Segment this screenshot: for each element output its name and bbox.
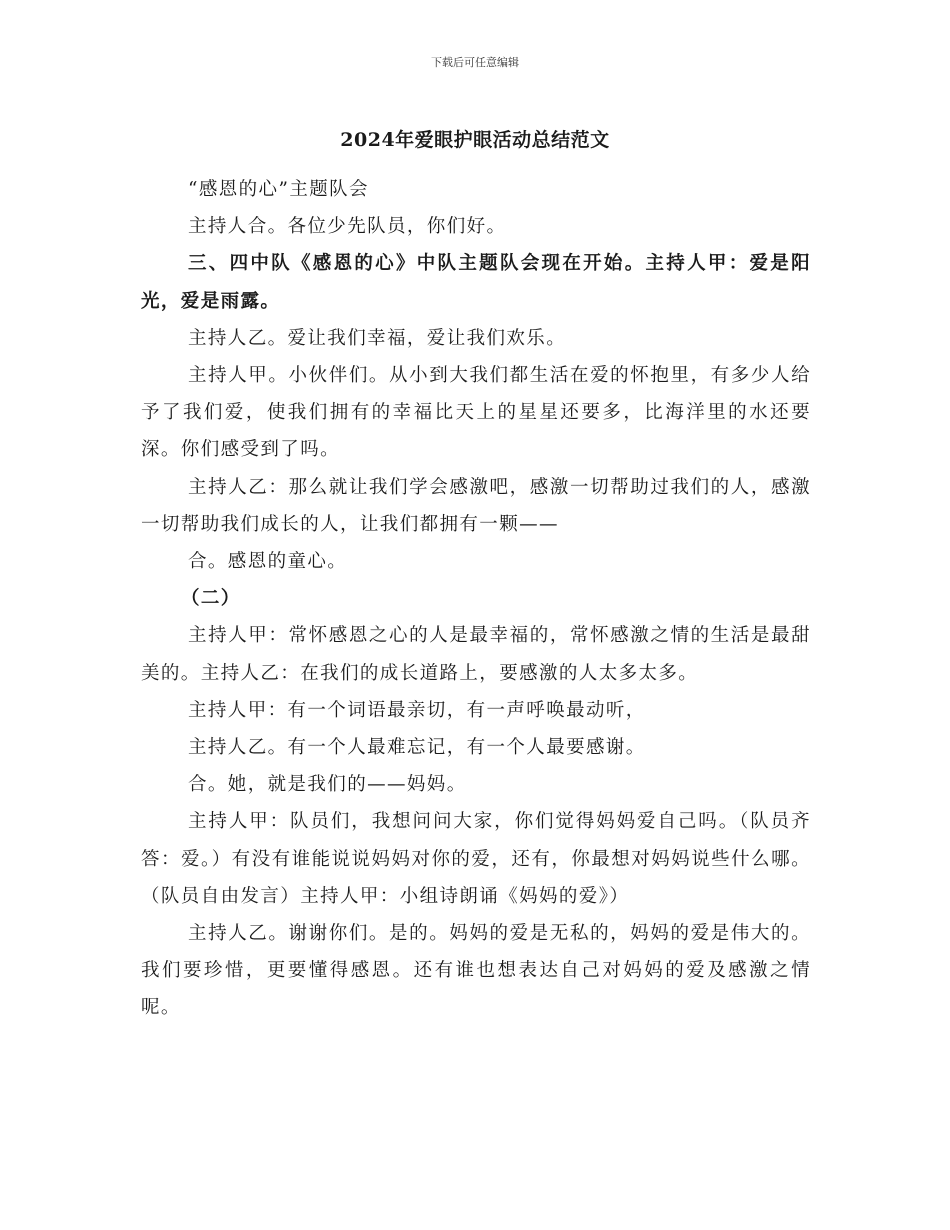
paragraph: 主持人甲：常怀感恩之心的人是最幸福的，常怀感激之情的生活是最甜美的。主持人乙：在我们的成长道路上，要感激的人太多太多。 [141,625,811,684]
paragraph: 主持人乙：那么就让我们学会感激吧，感激一切帮助过我们的人，感激一切帮助我们成长的人，让我们都拥有一颗—— [141,476,811,535]
paragraph: 主持人乙。有一个人最难忘记，有一个人最要感谢。 [188,737,646,759]
paragraph: 主持人合。各位少先队员，你们好。 [188,216,507,238]
paragraph-bold: 三、四中队《感恩的心》中队主题队会现在开始。主持人甲：爱是阳光，爱是雨露。 [141,253,811,312]
paragraph: 主持人乙。爱让我们幸福，爱让我们欢乐。 [188,327,567,349]
paragraph: 主持人甲：有一个词语最亲切，有一声呼唤最动听， [188,699,646,721]
paragraph: 合。感恩的童心。 [188,551,348,573]
section-marker: （二） [181,588,241,610]
paragraph: 主持人乙。谢谢你们。是的。妈妈的爱是无私的，妈妈的爱是伟大的。我们要珍惜，更要懂得感恩。还有谁也想表达自己对妈妈的爱及感激之情呢。 [141,923,811,1019]
paragraph: 合。她，就是我们的——妈妈。 [188,774,467,796]
document-title: 2024年爱眼护眼活动总结范文 [340,129,610,151]
paragraph: 主持人甲。小伙伴们。从小到大我们都生活在爱的怀抱里，有多少人给予了我们爱，使我们拥有的幸福比天上的星星还要多，比海洋里的水还要深。你们感受到了吗。 [141,365,811,461]
paragraph: 主持人甲：队员们，我想问问大家，你们觉得妈妈爱自己吗。（队员齐答：爱。）有没有谁能说说妈妈对你的爱，还有，你最想对妈妈说些什么哪。（队员自由发言）主持人甲：小组诗朗诵《妈妈的爱》） [141,811,811,907]
page-header: 下载后可任意编辑 [431,56,519,69]
document-body [141,171,811,1027]
paragraph: “感恩的心”主题队会 [188,179,369,200]
